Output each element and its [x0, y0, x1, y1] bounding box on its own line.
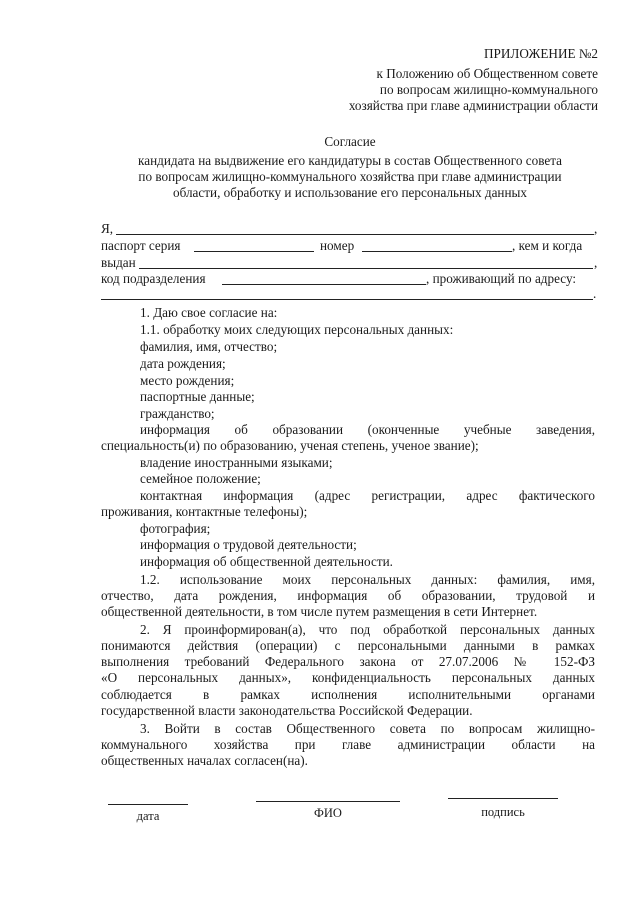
document-subtitle-line: по вопросам жилищно-коммунального хозяйства при главе администрации: [138, 169, 562, 184]
signature-input-line[interactable]: [448, 798, 558, 799]
contact-line: проживания, контактные телефоны);: [101, 504, 308, 519]
contact-line: контактная информация (адрес регистрации, адрес фактического: [140, 488, 595, 503]
education-line: информация об образовании (оконченные учебные заведения,: [140, 422, 595, 437]
data-item: место рождения;: [140, 373, 235, 388]
appendix-title: ПРИЛОЖЕНИЕ №2: [484, 46, 598, 61]
issued-input-line[interactable]: [139, 268, 593, 269]
passport-series-input-line[interactable]: [194, 251, 314, 252]
passport-number-input-line[interactable]: [362, 251, 512, 252]
residing-label: , проживающий по адресу:: [426, 271, 577, 286]
date-label: дата: [136, 809, 160, 823]
appendix-line: по вопросам жилищно-коммунального: [379, 82, 598, 97]
address-input-line[interactable]: [101, 299, 593, 300]
data-item: паспортные данные;: [140, 389, 255, 404]
subdivision-code-input-line[interactable]: [222, 284, 426, 285]
issued-by-when-label: , кем и когда: [512, 238, 583, 253]
data-item: информация об общественной деятельности.: [140, 554, 393, 569]
item-3-line: 3. Войти в состав Общественного совета по вопросам жилищно-: [140, 721, 595, 736]
item-1-2-line: общественной деятельности, в том числе путем размещения в сети Интернет.: [101, 604, 538, 619]
document-subtitle-line: области, обработку и использование его персональных данных: [172, 185, 527, 200]
data-item: информация о трудовой деятельности;: [140, 537, 357, 552]
signature-label: подпись: [481, 805, 525, 819]
item-1-1: 1.1. обработку моих следующих персональных данных:: [140, 322, 454, 337]
fio-input-line[interactable]: [256, 801, 400, 802]
document-title: Согласие: [324, 134, 376, 149]
item-3-line: коммунального хозяйства при главе администрации области на: [101, 737, 595, 752]
line-end-comma: ,: [594, 221, 598, 236]
item-3-line: общественных началах согласен(на).: [101, 753, 308, 768]
data-item: гражданство;: [140, 406, 215, 421]
date-input-line[interactable]: [108, 804, 188, 805]
item-2-line: выполнения требований Федерального закона от 27.07.2006 № 152-ФЗ: [101, 654, 595, 669]
line-end-period: .: [593, 286, 597, 301]
item-2-line: государственной власти законодательства Российской Федерации.: [101, 703, 473, 718]
passport-number-label: номер: [320, 238, 355, 253]
data-item: дата рождения;: [140, 356, 226, 371]
i-label: Я,: [101, 221, 114, 236]
item-2-line: «О персональных данных», конфиденциальность персональных данных: [101, 670, 595, 685]
issued-label: выдан: [101, 255, 136, 270]
item-2-line: понимаются действия (операции) с персональными данными в рамках: [101, 638, 595, 653]
line-end-comma: ,: [594, 255, 598, 270]
appendix-line: к Положению об Общественном совете: [376, 66, 598, 81]
appendix-line: хозяйства при главе администрации области: [348, 98, 598, 113]
name-input-line[interactable]: [116, 234, 594, 235]
item-2-line: соблюдается в рамках исполнения исполнительными органами: [101, 687, 595, 702]
data-item: фотография;: [140, 521, 211, 536]
data-item: семейное положение;: [140, 471, 261, 486]
document-subtitle-line: кандидата на выдвижение его кандидатуры в состав Общественного совета: [138, 153, 562, 168]
data-item: владение иностранными языками;: [140, 455, 333, 470]
passport-series-label: паспорт серия: [101, 238, 181, 253]
fio-label: ФИО: [314, 806, 342, 820]
consent-intro: 1. Даю свое согласие на:: [140, 305, 278, 320]
item-2-line: 2. Я проинформирован(а), что под обработкой персональных данных: [140, 622, 595, 637]
item-1-2-line: отчество, дата рождения, информация об образовании, трудовой и: [101, 588, 595, 603]
data-item: фамилия, имя, отчество;: [140, 339, 278, 354]
education-line: специальность(и) по образованию, ученая степень, ученое звание);: [101, 438, 479, 453]
subdivision-code-label: код подразделения: [101, 271, 206, 286]
item-1-2-line: 1.2. использование моих персональных данных: фамилия, имя,: [140, 572, 595, 587]
